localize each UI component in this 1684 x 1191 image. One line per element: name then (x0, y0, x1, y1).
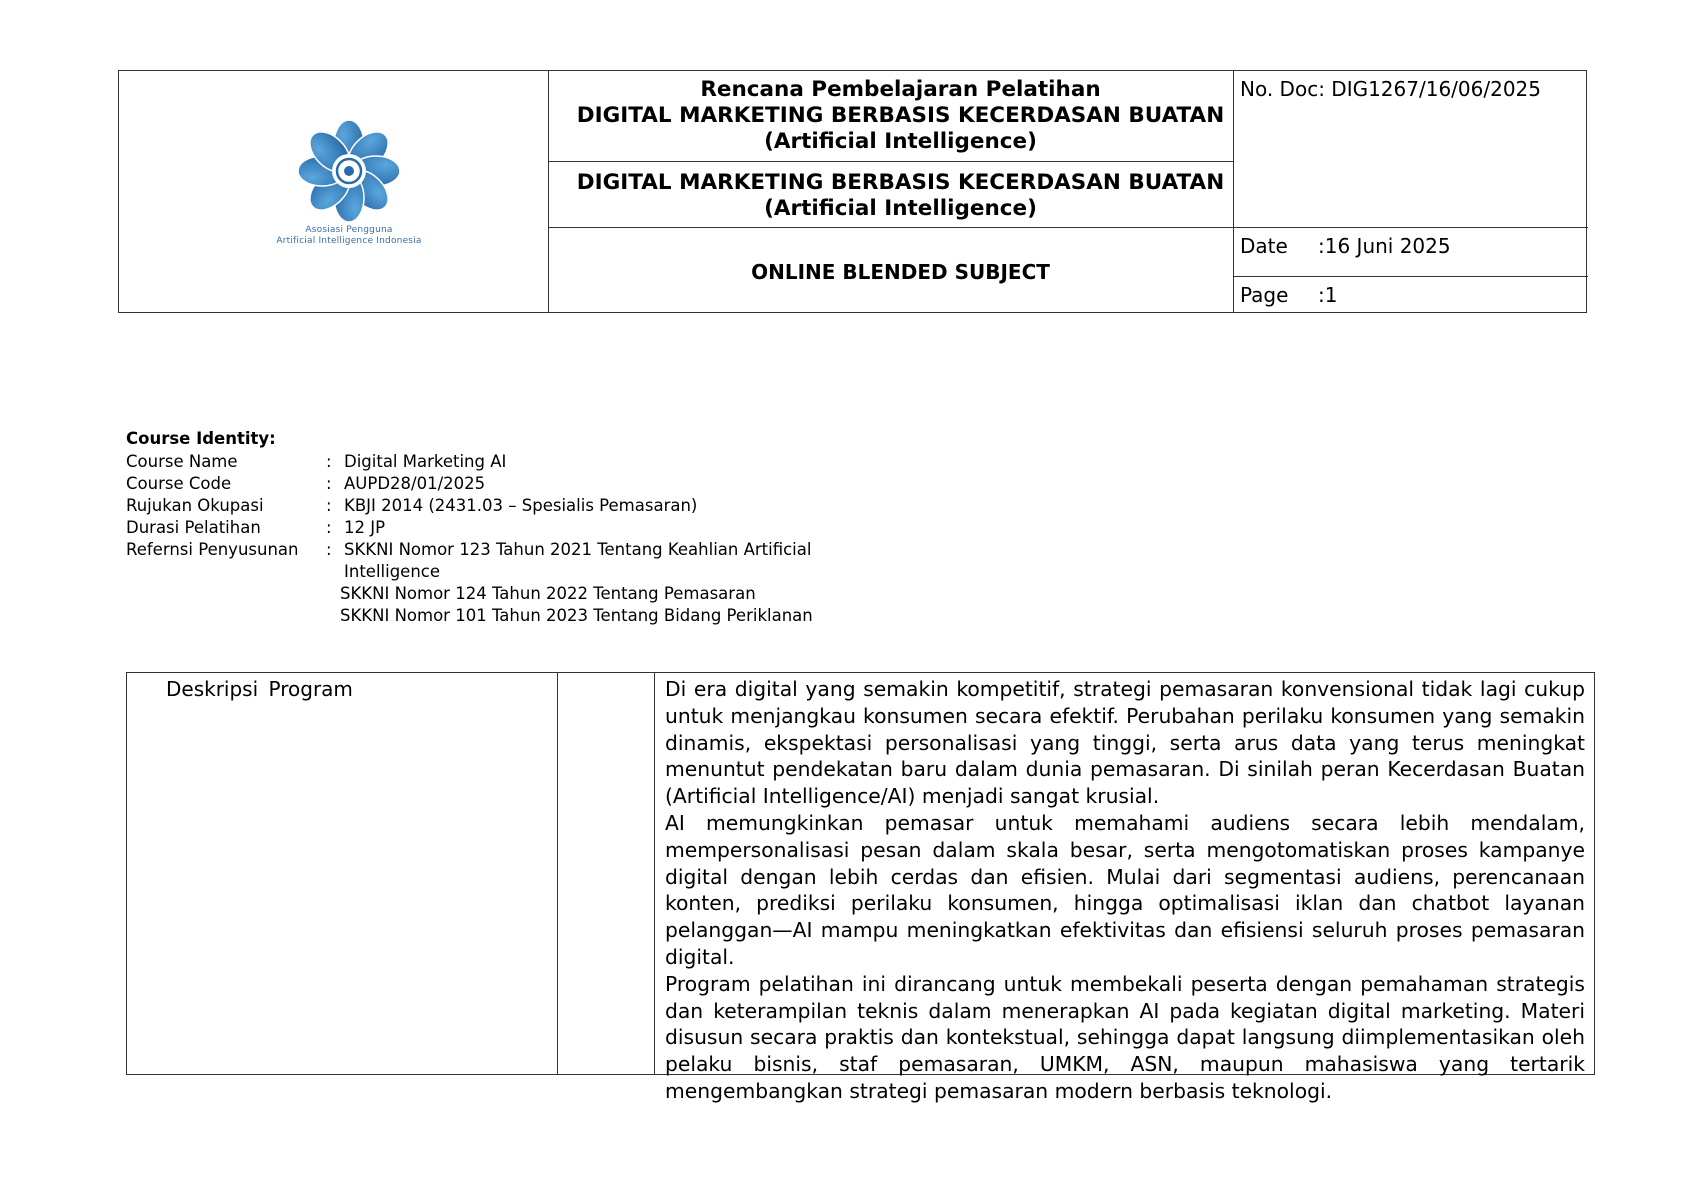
identity-value: KBJI 2014 (2431.03 – Spesialis Pemasaran) (344, 496, 698, 515)
identity-row-occupation (126, 495, 824, 517)
identity-colon: : (326, 540, 332, 559)
logo-caption (259, 225, 439, 247)
identity-key: Course Name (126, 452, 238, 471)
title-line-2: DIGITAL MARKETING BERBASIS KECERDASAN BUATAN (576, 103, 1225, 128)
page-row (1240, 283, 1337, 307)
identity-value: 12 JP (344, 518, 386, 537)
logo-caption-line2: Artificial Intelligence Indonesia (276, 236, 422, 246)
subtitle-line-2: (Artificial Intelligence) (764, 196, 1037, 221)
document-header-table (118, 70, 1587, 313)
identity-colon: : (326, 452, 332, 471)
program-description-table (126, 672, 1595, 1103)
delivery-mode: ONLINE BLENDED SUBJECT (751, 260, 1050, 284)
header-divider (548, 227, 1588, 228)
organization-logo (259, 119, 439, 247)
page-value: :1 (1318, 283, 1338, 307)
identity-row-duration (126, 517, 824, 539)
page-label: Page (1240, 283, 1289, 307)
description-body (665, 676, 1585, 1105)
identity-colon: : (326, 518, 332, 537)
date-value: :16 Juni 2025 (1318, 234, 1451, 258)
description-label: Deskripsi Program (166, 677, 353, 701)
flower-logo-icon (297, 119, 401, 223)
subtitle-line-1: DIGITAL MARKETING BERBASIS KECERDASAN BUATAN (576, 170, 1225, 195)
course-identity (126, 428, 824, 627)
table-divider (654, 673, 655, 1074)
logo-caption-line1: Asosiasi Pengguna (305, 225, 393, 235)
identity-value: AUPD28/01/2025 (344, 474, 486, 493)
identity-row-reference (126, 539, 824, 561)
identity-row-course-name (126, 451, 824, 473)
identity-row-course-code (126, 473, 824, 495)
date-label: Date (1240, 234, 1288, 258)
document-number: No. Doc: DIG1267/16/06/2025 (1240, 77, 1541, 101)
identity-key: Course Code (126, 474, 232, 493)
title-line-3: (Artificial Intelligence) (764, 129, 1037, 154)
reference-line-3: SKKNI Nomor 101 Tahun 2023 Tentang Bidang Periklanan (340, 606, 813, 625)
reference-line-2: SKKNI Nomor 124 Tahun 2022 Tentang Pemasaran (340, 584, 756, 603)
date-row (1240, 234, 1451, 258)
description-paragraph: Di era digital yang semakin kompetitif, strategi pemasaran konvensional tidak lagi cukup untuk menjangkau konsumen secara efektif. Perubahan perilaku konsumen yang semakin dinamis, ekspektasi personalisasi yang tinggi, serta arus data yang terus meningkat menuntut pendekatan baru dalam dunia pemasaran. Di sinilah peran Kecerdasan Buatan (Artificial Intelligence/AI) menjadi sangat krusial. (665, 677, 1585, 809)
identity-value: Digital Marketing AI (344, 452, 507, 471)
course-identity-heading: Course Identity: (126, 429, 276, 448)
header-subtitle (549, 170, 1252, 222)
header-main-title (549, 77, 1252, 155)
identity-colon: : (326, 474, 332, 493)
identity-key: Rujukan Okupasi (126, 496, 264, 515)
header-divider (548, 161, 1233, 162)
description-paragraph: Program pelatihan ini dirancang untuk membekali peserta dengan pemahaman strategis dan keterampilan teknis dalam menerapkan AI pada kegiatan digital marketing. Materi disusun secara praktis dan kontekstual, sehingga dapat langsung diimplementasikan oleh pelaku bisnis, staf pemasaran, UMKM, ASN, maupun mahasiswa yang tertarik mengembangkan strategi pemasaran modern berbasis teknologi. (665, 971, 1585, 1103)
identity-key: Refernsi Penyusunan (126, 540, 299, 559)
identity-key: Durasi Pelatihan (126, 518, 261, 537)
identity-value: SKKNI Nomor 123 Tahun 2021 Tentang Keahlian Artificial (344, 540, 812, 559)
table-divider (557, 673, 558, 1074)
header-divider (1233, 276, 1588, 277)
title-line-1: Rencana Pembelajaran Pelatihan (700, 77, 1101, 102)
description-paragraph: AI memungkinkan pemasar untuk memahami audiens secara lebih mendalam, mempersonalisasi pesan dalam skala besar, serta mengotomatiskan proses kampanye digital dengan lebih cerdas dan efisien. Mulai dari segmentasi audiens, perencanaan konten, prediksi perilaku konsumen, hingga optimalisasi iklan dan chatbot layanan pelanggan—AI mampu meningkatkan efektivitas dan efisiensi seluruh proses pemasaran digital. (665, 810, 1585, 969)
reference-continuation: Intelligence (344, 562, 441, 581)
identity-colon: : (326, 496, 332, 515)
